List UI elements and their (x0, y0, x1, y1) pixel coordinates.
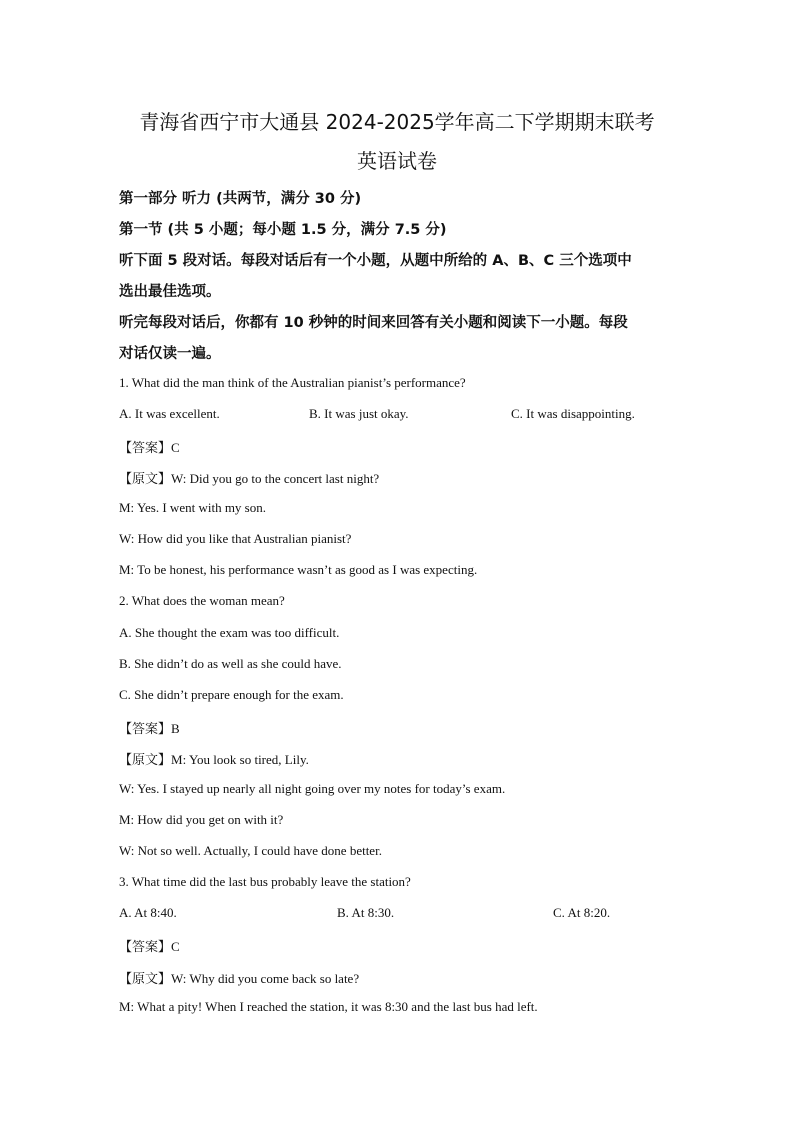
answer-line (119, 936, 180, 955)
question-text: 2. What does the woman mean? (119, 593, 285, 608)
options-row (119, 406, 679, 424)
transcript-line (119, 749, 309, 768)
dialogue-line: M: To be honest, his performance wasn’t as good as I was expecting. (119, 562, 478, 577)
instruction-line: 听下面 5 段对话。每段对话后有一个小题，从题中所给的 A、B、C 三个选项中 (119, 253, 632, 269)
option-c: C. She didn’t prepare enough for the exam. (119, 687, 344, 702)
instruction-line: 对话仅读一遍。 (119, 346, 221, 362)
option-a: A. It was excellent. (119, 406, 220, 421)
instruction-line: 听完每段对话后，你都有 10 秒钟的时间来回答有关小题和阅读下一小题。每段 (119, 315, 628, 331)
section-heading: 第一部分 听力 (共两节，满分 30 分) (119, 191, 362, 207)
answer-value: C (171, 939, 180, 954)
transcript-tag: 【原文】 (119, 972, 172, 987)
answer-value: C (171, 440, 180, 455)
options-row (119, 905, 679, 923)
option-c: C. At 8:20. (553, 905, 611, 920)
option-a: A. At 8:40. (119, 905, 177, 920)
answer-tag: 【答案】 (119, 940, 172, 955)
question-text: 3. What time did the last bus probably leave the station? (119, 874, 411, 889)
answer-line (119, 437, 180, 456)
subsection-heading: 第一节 (共 5 小题；每小题 1.5 分，满分 7.5 分) (119, 222, 447, 238)
question-text: 1. What did the man think of the Australian pianist’s performance? (119, 375, 466, 390)
transcript-tag: 【原文】 (119, 472, 172, 487)
option-b: B. It was just okay. (309, 406, 409, 421)
answer-tag: 【答案】 (119, 441, 172, 456)
answer-value: B (171, 721, 180, 736)
dialogue-text: M: You look so tired, Lily. (171, 752, 309, 767)
title-line-2: 英语试卷 (357, 149, 437, 173)
answer-line (119, 718, 180, 737)
option-b: B. She didn’t do as well as she could have. (119, 656, 342, 671)
dialogue-line: M: What a pity! When I reached the station, it was 8:30 and the last bus had left. (119, 999, 538, 1014)
answer-tag: 【答案】 (119, 722, 172, 737)
transcript-line (119, 968, 359, 987)
title-line-1: 青海省西宁市大通县 2024-2025学年高二下学期期末联考 (139, 110, 655, 134)
dialogue-line: W: Yes. I stayed up nearly all night going over my notes for today’s exam. (119, 781, 506, 796)
dialogue-text: W: Why did you come back so late? (171, 971, 360, 986)
transcript-line (119, 468, 379, 487)
transcript-tag: 【原文】 (119, 753, 172, 768)
dialogue-line: W: How did you like that Australian pianist? (119, 531, 352, 546)
option-a: A. She thought the exam was too difficult. (119, 625, 340, 640)
dialogue-text: W: Did you go to the concert last night? (171, 471, 380, 486)
dialogue-line: W: Not so well. Actually, I could have done better. (119, 843, 382, 858)
option-b: B. At 8:30. (337, 905, 395, 920)
instruction-line: 选出最佳选项。 (119, 284, 221, 300)
dialogue-line: M: How did you get on with it? (119, 812, 284, 827)
dialogue-line: M: Yes. I went with my son. (119, 500, 266, 515)
option-c: C. It was disappointing. (511, 406, 635, 421)
